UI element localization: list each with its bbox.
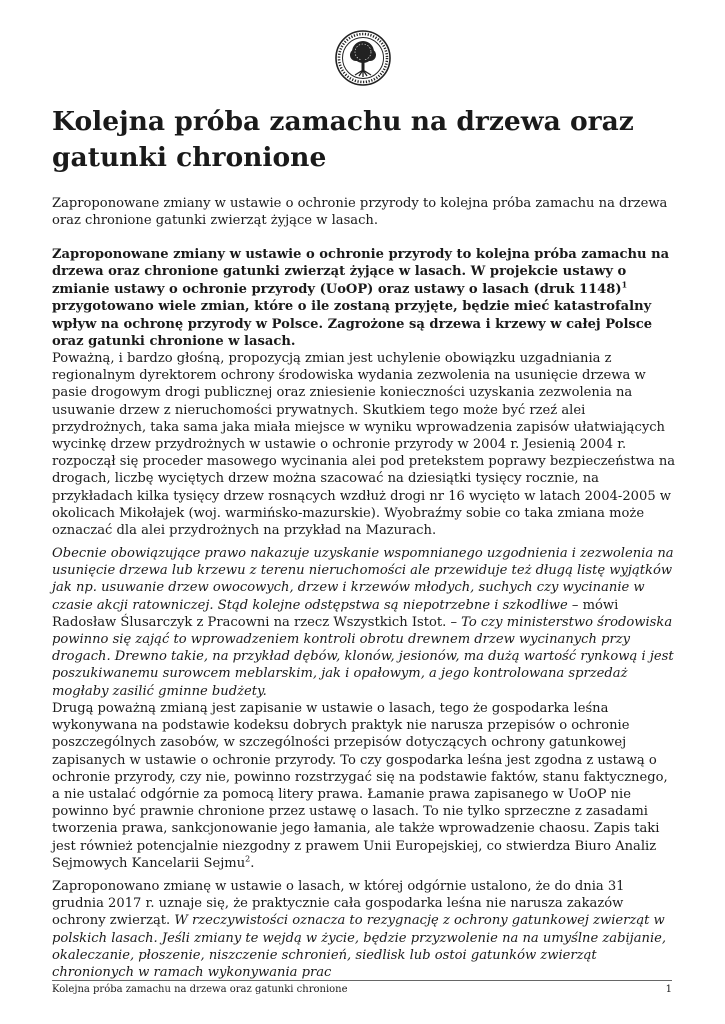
page-title: Kolejna próba zamachu na drzewa oraz gatunki chronione xyxy=(52,106,634,173)
footnote-ref-2[interactable]: 2 xyxy=(245,854,251,864)
tree-seal-icon xyxy=(334,29,392,87)
quote-text-1: Obecnie obowiązujące prawo nakazuje uzyskanie wspomnianego uzgodnienia i zezwolenia na usunięcie drzewa lub krzewu z terenu nieruchomości ale przewiduje też długą listę wyjątków jak np. usuwanie drzew owocowych, drzew i krzewów młodych, suchych czy wycinanie w czasie akcji ratowniczej. Stąd kolejne odstępstwa są niepotrzebne i szkodliwe xyxy=(52,546,674,613)
quote-attribution: – mówi Radosław Ślusarczyk z Pracowni na rzecz Wszystkich Istot. – xyxy=(52,597,619,630)
quote-text-2: To czy ministerstwo środowiska powinno się zająć to wprowadzeniem kontroli obrotu drewnem drzew wycinanych przy drogach. Drewno takie, na przykład dębów, klonów, jesionów, ma dużą wartość rynkową i jest poszukiwanemu surowcem meblarskim, jak i opałowym, a jego kontrolowana sprzedaż mogłaby zasilić gminne budżety. xyxy=(52,614,674,699)
forest-law-text: Drugą poważną zmianą jest zapisanie w ustawie o lasach, tego że gospodarka leśna wykonywana na podstawie kodeksu dobrych praktyk nie narusza przepisów o ochronie poszczególnych zasobów, w szczególności przepisów dotyczących ochrony gatunkowej zapisanych w ustawie o ochronie przyrody. To czy gospodarka leśna jest zgodna z ustawą o ochronie przyrody, czy nie, powinno rozstrzygać się na podstawie faktów, stanu faktycznego, a nie ustalać odgórnie za pomocą litery prawa. Łamanie prawa zapisanego w UoOP nie powinno być prawnie chronione przez ustawę o lasach. To nie tylko sprzeczne z zasadami tworzenia prawa, sankcjonowanie jego łamania, ale także wprowadzenie chaosu. Zapis taki jest również potencjalnie niezgodny z prawem Unii Europejskiej, co stwierdza Biuro Analiz Sejmowych Kancelarii Sejmu xyxy=(52,701,668,871)
forest-law-text-end: . xyxy=(250,855,255,871)
forest-law-paragraph xyxy=(52,700,676,872)
footnote-ref-1[interactable]: 1 xyxy=(621,279,628,290)
footer-divider xyxy=(52,980,672,981)
roadside-trees-paragraph: Poważną, i bardzo głośną, propozycją zmian jest uchylenie obowiązku uzgadniania z regionalnym dyrektorem ochrony środowiska wydania zezwolenia na usunięcie drzewa w pasie drogowym drogi publicznej oraz zniesienie konieczności uzyskania zezwolenia na usuwanie drzew z nieruchomości prywatnych. Skutkiem tego może być rzeź alei przydrożnych, taka sama jaka miała miejsce w wyniku wprowadzenia zapisów ułatwiających wycinkę drzew przydrożnych w ustawie o ochronie przyrody w 2004 r. Jesienią 2004 r. rozpoczął się proceder masowego wycinania alei pod pretekstem poprawy bezpieczeństwa na drogach, liczbę wyciętych drzew można szacować na dziesiątki tysięcy rocznie, na przykładach kilka tysięcy drzew rosnących wzdłuż drogi nr 16 wycięto w latach 2004-2005 w okolicach Mikołajek (woj. warmińsko-mazurskie). Wyobraźmy sobie co taka zmiana może oznaczać dla alei przydrożnych na przykład na Mazurach. xyxy=(52,351,676,539)
footer-title: Kolejna próba zamachu na drzewa oraz gatunki chronione xyxy=(52,984,348,995)
quote-paragraph xyxy=(52,545,676,700)
species-protection-paragraph xyxy=(52,878,676,981)
bold-intro-text-b: przygotowano wiele zmian, które o ile zostaną przyjęte, będzie mieć katastrofalny wpływ na ochronę przyrody w Polsce. Zagrożone są drzewa i krzewy w całej Polsce oraz gatunki chronione w lasach. xyxy=(52,299,653,350)
lead-paragraph: Zaproponowane zmiany w ustawie o ochronie przyrody to kolejna próba zamachu na drzewa oraz chronione gatunki zwierząt żyjące w lasach. xyxy=(52,196,668,229)
bold-intro-paragraph xyxy=(52,246,676,350)
footer-page-number: 1 xyxy=(665,984,672,995)
species-protection-italic: W rzeczywistości oznacza to rezygnację z ochrony gatunkowej zwierząt w polskich lasach. Jeśli zmiany te wejdą w życie, będzie przyzwolenie na na umyślne zabijanie, okaleczanie, płoszenie, niszczenie schronień, siedlisk lub ostoi gatunków zwierząt chronionych w ramach wykonywania prac xyxy=(52,913,667,981)
tree-seal-logo xyxy=(334,29,392,87)
bold-intro-text-a: Zaproponowane zmiany w ustawie o ochronie przyrody to kolejna próba zamachu na drzewa oraz chronione gatunki zwierząt żyjące w lasach. W projekcie ustawy o zmianie ustawy o ochronie przyrody (UoOP) oraz ustawy o lasach (druk 1148) xyxy=(52,247,670,297)
species-protection-text: Zaproponowano zmianę w ustawie o lasach, w której odgórnie ustalono, że do dnia 31 grudnia 2017 r. uznaje się, że praktycznie cała gospodarka leśna nie narusza zakazów ochrony zwierząt. xyxy=(52,879,625,929)
